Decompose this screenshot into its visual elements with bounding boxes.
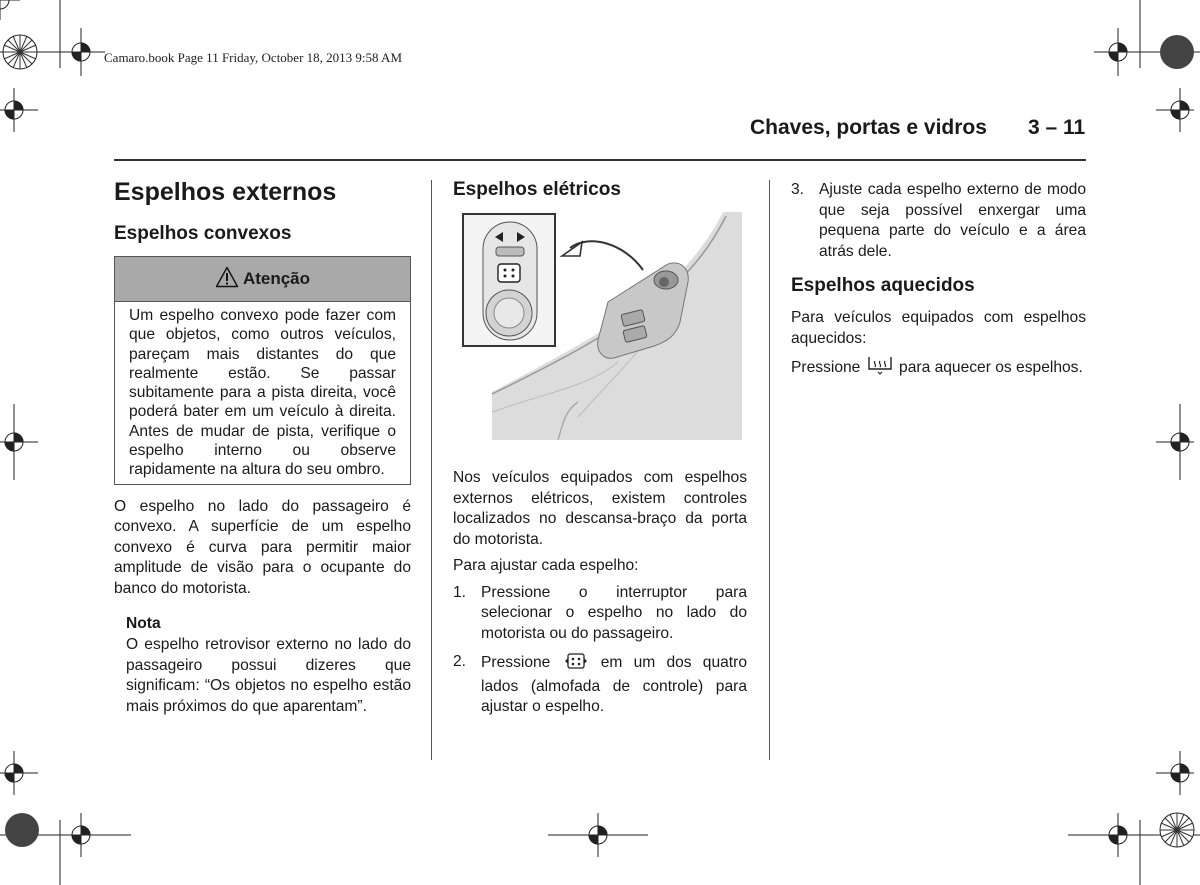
step-number: 1. bbox=[453, 583, 467, 601]
steps-intro: Para ajustar cada espelho: bbox=[453, 557, 639, 574]
subsection-title: Espelhos elétricos bbox=[453, 179, 621, 200]
subsection-title: Espelhos aquecidos bbox=[791, 275, 975, 296]
note-label: Nota bbox=[126, 615, 161, 633]
column-3 bbox=[791, 180, 1086, 382]
press-text-after: para aquecer os espelhos. bbox=[899, 359, 1083, 376]
step-text: Ajuste cada espelho externo de modo que seja possível enxergar uma pequena parte do veículo e a área atrás dele. bbox=[819, 181, 1086, 260]
subsection-title: Espelhos convexos bbox=[114, 223, 292, 244]
heated-mirror-instruction bbox=[791, 355, 1086, 382]
page-number: 3 – 11 bbox=[1028, 116, 1086, 139]
warning-text: Um espelho convexo pode fazer com que objetos, como outros veículos, pareçam mais distantes do que realmente estão. Se passar subitamente para a pista direita, você poderá bater em um veículo à direita. Antes de mudar de pista, verifique o espelho interno ou observe rapidamente na altura do seu ombro. bbox=[129, 307, 396, 479]
step-text bbox=[481, 652, 747, 718]
step-text: Pressione o interruptor para selecionar o espelho no lado do motorista ou do passageiro. bbox=[481, 583, 747, 642]
step-text-before: Pressione bbox=[481, 654, 551, 671]
warning-label: Atenção bbox=[242, 269, 311, 288]
body-paragraph: O espelho no lado do passageiro é convexo. A superfície de um espelho convexo é curva para permitir maior amplitude de visão para o ocupante do banco do motorista. bbox=[114, 497, 411, 597]
warning-triangle-icon bbox=[215, 266, 239, 293]
print-slug: Camaro.book Page 11 Friday, October 18, 2013 9:58 AM bbox=[104, 50, 402, 65]
step-text-after: em um dos quatro lados (almofada de controle) para ajustar o espelho. bbox=[481, 654, 747, 715]
column-1 bbox=[114, 176, 411, 717]
press-text-before: Pressione bbox=[791, 359, 861, 376]
warning-body bbox=[115, 302, 410, 484]
mirror-select-pad-icon bbox=[562, 652, 590, 677]
body-paragraph: Nos veículos equipados com espelhos externos elétricos, existem controles localizados no descansa-braço da porta do motorista. bbox=[453, 469, 747, 548]
step-number: 3. bbox=[791, 181, 805, 198]
header-rule bbox=[114, 159, 1086, 161]
rear-defrost-icon bbox=[865, 355, 895, 382]
column-divider bbox=[769, 180, 770, 760]
column-divider bbox=[431, 180, 432, 760]
note-text: O espelho retrovisor externo no lado do passageiro possui dizeres que significam: “Os objetos no espelho estão mais próximos do que aparentam”. bbox=[126, 636, 411, 715]
column-2 bbox=[453, 178, 747, 726]
note-box bbox=[126, 613, 411, 717]
mirror-control-illustration bbox=[458, 212, 742, 450]
step-item bbox=[453, 652, 747, 718]
section-title: Espelhos externos bbox=[114, 178, 337, 206]
running-header-title: Chaves, portas e vidros bbox=[750, 116, 987, 139]
warning-header bbox=[115, 257, 410, 302]
step-item bbox=[791, 180, 1086, 262]
step-item bbox=[453, 583, 747, 645]
body-paragraph: Para veículos equipados com espelhos aquecidos: bbox=[791, 309, 1086, 347]
steps-list bbox=[453, 583, 747, 718]
steps-list bbox=[791, 180, 1086, 262]
warning-box bbox=[114, 256, 411, 485]
step-number: 2. bbox=[453, 653, 467, 670]
